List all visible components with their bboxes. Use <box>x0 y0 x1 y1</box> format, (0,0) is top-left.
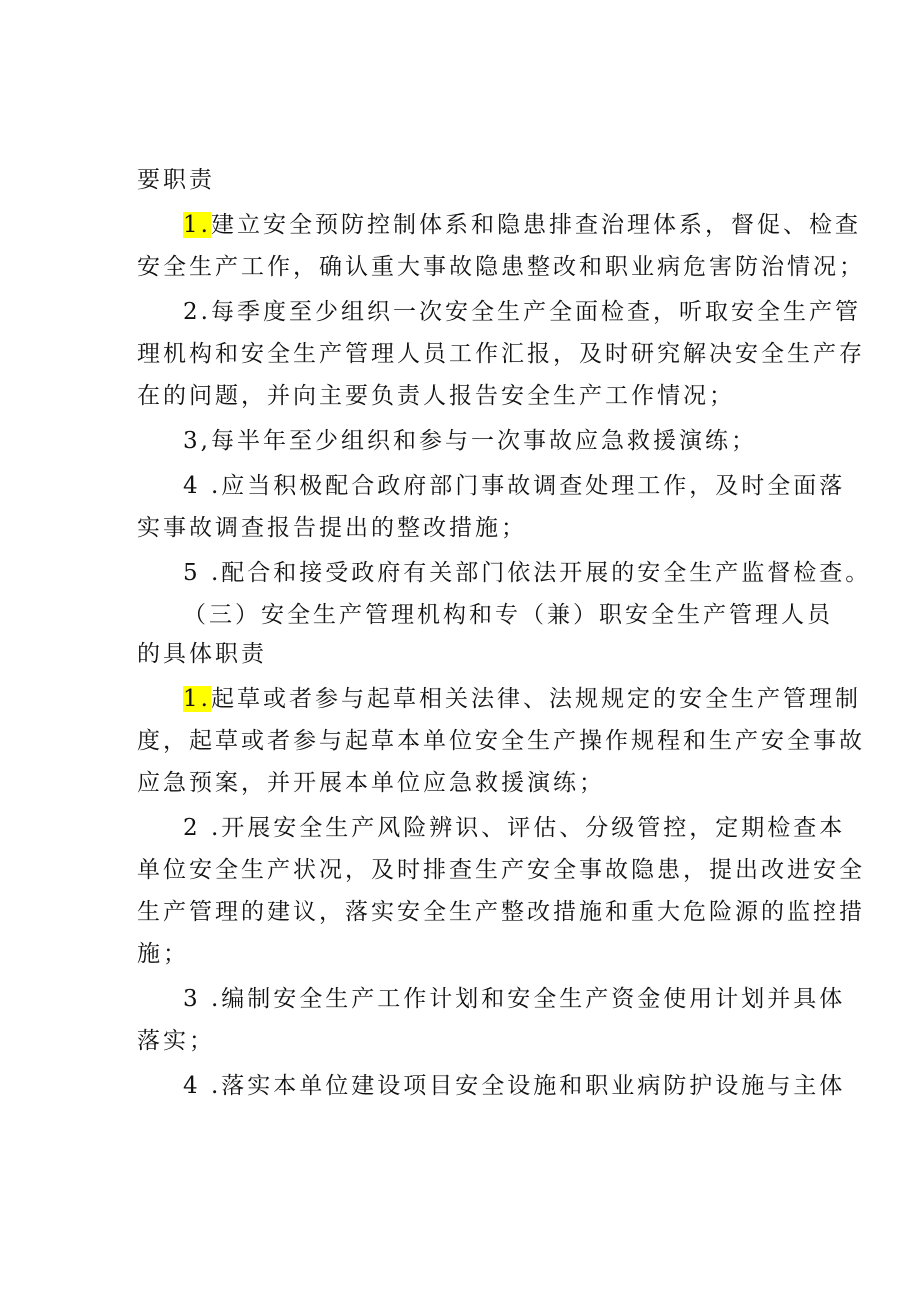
document-line <box>137 726 865 756</box>
document-line <box>137 252 865 282</box>
list-number: 2. <box>183 299 211 325</box>
list-number: 1. <box>183 686 211 712</box>
document-line <box>183 210 861 240</box>
document-line <box>137 165 215 195</box>
line-text: 单位安全生产状况，及时排查生产安全事故隐患，提出改进安全 <box>137 857 865 883</box>
line-text: 要职责 <box>137 167 215 193</box>
document-line <box>183 684 861 714</box>
line-text: 落实本单位建设项目安全设施和职业病防护设施与主体 <box>221 1073 846 1099</box>
line-text: 每半年至少组织和参与一次事故应急救援演练； <box>210 428 757 454</box>
line-text: 理机构和安全生产管理人员工作汇报，及时研究解决安全生产存 <box>137 341 865 367</box>
document-line <box>183 600 833 630</box>
line-text: 的具体职责 <box>137 641 267 667</box>
line-text: 在的问题，并向主要负责人报告安全生产工作情况； <box>137 383 735 409</box>
line-text: 配合和接受政府有关部门依法开展的安全生产监督检查。 <box>221 560 872 586</box>
line-text: 度，起草或者参与起草本单位安全生产操作规程和生产安全事故 <box>137 728 865 754</box>
line-text: 应急预案，并开展本单位应急救援演练； <box>137 770 605 796</box>
document-line <box>137 339 865 369</box>
document-line <box>137 639 267 669</box>
line-text: 建立安全预防控制体系和隐患排查治理体系，督促、检查 <box>210 212 861 238</box>
document-line <box>137 939 189 969</box>
line-text: 开展安全生产风险辨识、评估、分级管控，定期检查本 <box>221 815 846 841</box>
line-text: （三）安全生产管理机构和专（兼）职安全生产管理人员 <box>183 602 833 628</box>
document-line <box>137 768 605 798</box>
document-line <box>137 897 865 927</box>
line-text: 实事故调查报告提出的整改措施； <box>137 515 527 541</box>
line-text: 应当积极配合政府部门事故调查处理工作，及时全面落 <box>221 473 846 499</box>
list-number: 4 . <box>183 473 222 499</box>
list-number: 3 . <box>183 986 222 1012</box>
line-text: 起草或者参与起草相关法律、法规规定的安全生产管理制 <box>210 686 861 712</box>
document-line <box>137 855 865 885</box>
document-line <box>183 471 845 501</box>
document-line <box>183 426 757 456</box>
document-line <box>183 558 871 588</box>
document-line <box>183 813 845 843</box>
line-text: 编制安全生产工作计划和安全生产资金使用计划并具体 <box>221 986 846 1012</box>
line-text: 落实； <box>137 1028 215 1054</box>
document-line <box>137 381 735 411</box>
list-number: 5 . <box>183 560 222 586</box>
document-line <box>183 1071 845 1101</box>
list-number: 1. <box>183 212 211 238</box>
line-text: 生产管理的建议，落实安全生产整改措施和重大危险源的监控措 <box>137 899 865 925</box>
line-text: 安全生产工作，确认重大事故隐患整改和职业病危害防治情况； <box>137 254 865 280</box>
line-text: 施； <box>137 941 189 967</box>
line-text: 每季度至少组织一次安全生产全面检查，听取安全生产管 <box>210 299 861 325</box>
list-number: 2 . <box>183 815 222 841</box>
document-line <box>137 513 527 543</box>
document-line <box>183 984 845 1014</box>
list-number: 3, <box>183 428 211 454</box>
document-line <box>183 297 861 327</box>
list-number: 4 . <box>183 1073 222 1099</box>
document-line <box>137 1026 215 1056</box>
